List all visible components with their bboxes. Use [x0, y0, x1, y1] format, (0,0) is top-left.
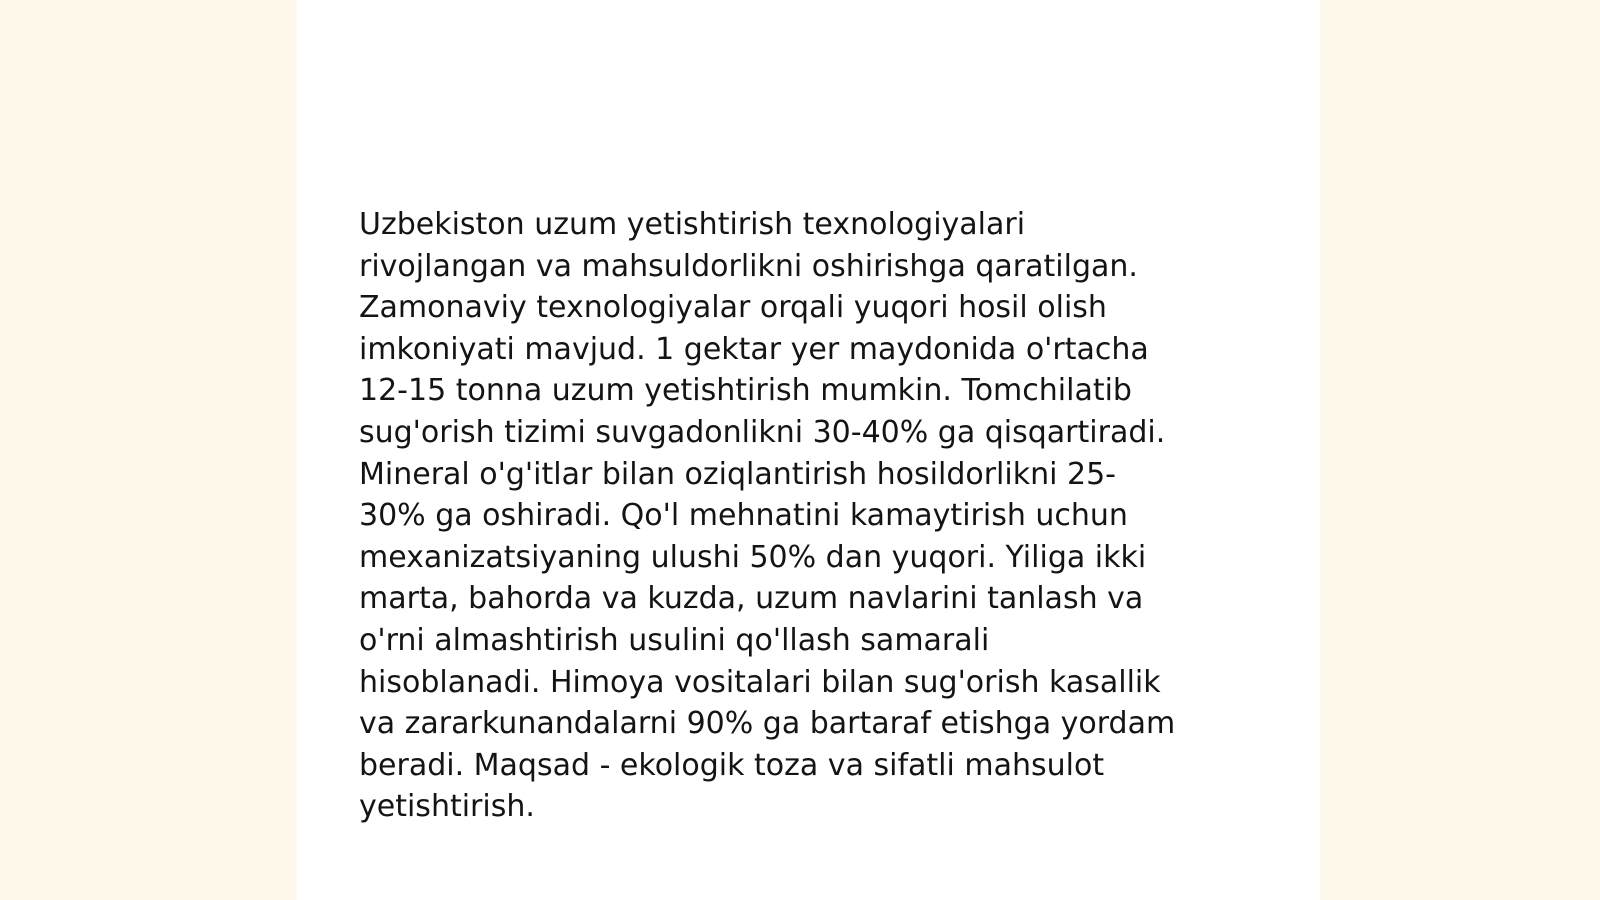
text-line: va zararkunandalarni 90% ga bartaraf etishga yordam: [359, 706, 1176, 742]
text-line: beradi. Maqsad - ekologik toza va sifatli mahsulot: [359, 747, 1105, 783]
text-line: 12-15 tonna uzum yetishtirish mumkin. Tomchilatib: [359, 373, 1132, 409]
text-line: Uzbekiston uzum yetishtirish texnologiyalari: [359, 207, 1026, 242]
body-paragraph: [359, 204, 1259, 828]
text-line: rivojlangan va mahsuldorlikni oshirishga qaratilgan.: [359, 248, 1138, 284]
text-line: mexanizatsiyaning ulushi 50% dan yuqori. Yiliga ikki: [359, 539, 1147, 575]
text-line: Mineral o'g'itlar bilan oziqlantirish hosildorlikni 25-: [359, 456, 1116, 492]
text-line: marta, bahorda va kuzda, uzum navlarini tanlash va: [359, 581, 1144, 617]
text-line: imkoniyati mavjud. 1 gektar yer maydonida o'rtacha: [359, 331, 1149, 367]
text-line: hisoblanadi. Himoya vositalari bilan sug'orish kasallik: [359, 664, 1161, 700]
text-line: o'rni almashtirish usulini qo'llash samarali: [359, 622, 990, 658]
text-line: sug'orish tizimi suvgadonlikni 30-40% ga qisqartiradi.: [359, 414, 1166, 450]
text-line: Zamonaviy texnologiyalar orqali yuqori hosil olish: [359, 290, 1107, 326]
document-page: [297, 0, 1320, 900]
text-line: 30% ga oshiradi. Qo'l mehnatini kamaytirish uchun: [359, 498, 1128, 534]
text-line: yetishtirish.: [359, 789, 535, 825]
